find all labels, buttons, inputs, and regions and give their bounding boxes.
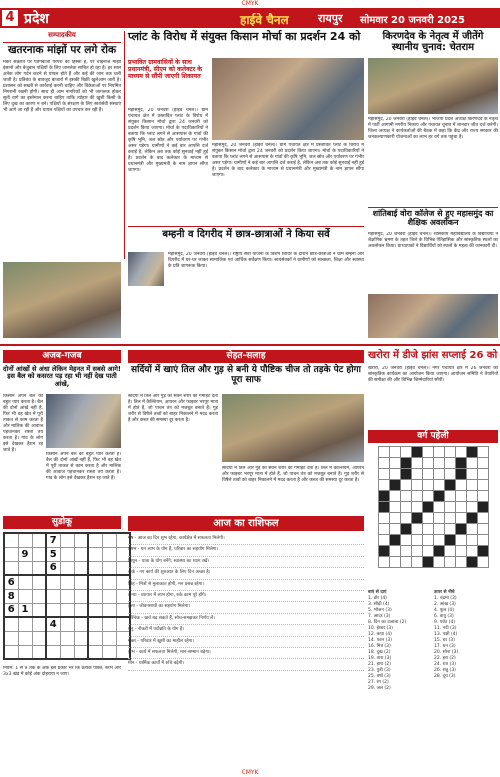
crossword-cell xyxy=(467,535,478,546)
crossword-clue: 15. घर (3) xyxy=(434,638,455,643)
sudoku-cell xyxy=(4,547,18,561)
sudoku-cell xyxy=(102,645,116,659)
sudoku-cell xyxy=(46,589,60,603)
story2-body: महासमुंद, 20 जनवरी (हाईवे चैनल)। भाजपा प्रदेश अध्यक्ष किरणदेव के नेतृत्व में पार्टी आगामी नगरीय निकाय और पंचायत चुनाव में शानदार जीत दर्ज करेगी। जिला अध्यक्ष ने कार्यकर्ताओं की बैठक में कहा कि केंद्र और राज्य सरकार की जनकल्याणकारी योजनाओं का लाभ हर वर्ग तक पहुंचा है। xyxy=(368,117,498,140)
rashifal-item: मिथुन - यात्रा के योग बनेंगे, स्वास्थ्य का ध्यान रखें। xyxy=(128,557,364,568)
sesame-sweets-photo xyxy=(222,394,364,462)
sudoku-cell: 7 xyxy=(46,533,60,547)
crossword-cell xyxy=(423,557,434,568)
crossword-cell xyxy=(478,480,489,491)
crossword-cell xyxy=(412,513,423,524)
crossword-cell xyxy=(445,557,456,568)
editorial-body: मकर संक्रांति पर पतंगबाजी परंपरा का हिस्सा है, पर चाइनीज मांझा इंसानों और बेजुबान पक्षियों के लिए जानलेवा साबित हो रहा है। हर साल अनेक लोग गर्दन कटने से घायल होते हैं और कई की जान तक चली जाती है। प्रतिबंध के बावजूद बाजारों में इसकी बिक्री खुलेआम जारी है। प्रशासन को सख्ती से कार्रवाई करनी चाहिए और विक्रेताओं पर नियमित निगरानी रखनी होगी। साथ ही आम नागरिकों को भी जागरूक होकर सूती धागे का इस्तेमाल करना चाहिए ताकि त्योहार की खुशी किसी के लिए दुख का कारण न बने। पक्षियों के संरक्षण के लिए स्वयंसेवी संस्थाएं भी आगे आ रही हैं और घायल पक्षियों का उपचार कर रही हैं। xyxy=(3,60,121,113)
oddity-body-continued: किसान अपने बैल को बहुत प्यार करता है। बैल की दोनों आंखें नहीं हैं, फिर भी वह खेत में पूरी ताकत से काम करता है और मालिक की आवाज पहचानकर रास्ता तय करता है। गांव के लोग इसे देखकर हैरान रह जाते हैं। xyxy=(46,452,121,481)
edition-date: सोमवार 20 जनवरी 2025 xyxy=(360,15,465,26)
crossword-clue: 10. ईश्वर (3) xyxy=(368,626,393,631)
crossword-cell xyxy=(390,502,401,513)
lead-subtitle: प्रभावित ग्रामवासियों के साथ प्रधानमंत्री, सीएम को कलेक्टर के माध्यम से सौंपी जाएगी शिकायत xyxy=(128,59,203,80)
sudoku-cell xyxy=(60,603,74,617)
crossword-cell xyxy=(478,557,489,568)
crossword-cell xyxy=(423,447,434,458)
sudoku-cell xyxy=(60,533,74,547)
crossword-cell xyxy=(434,480,445,491)
page-header xyxy=(0,8,500,28)
sudoku-cell xyxy=(74,547,88,561)
sudoku-cell xyxy=(32,533,46,547)
crossword-cell xyxy=(467,502,478,513)
crossword-clue: 14. पवन (3) xyxy=(368,638,392,643)
crossword-cell xyxy=(412,546,423,557)
health-title: सर्दियों में खाएं तिल और गुड़ से बनी ये पौष्टिक चीज तो तड़के पेट होगा पूरा साफ xyxy=(131,365,361,385)
crossword-cell xyxy=(390,491,401,502)
crossword-cell xyxy=(434,447,445,458)
rashifal-item: वृषभ - धन लाभ के योग हैं, परिवार का सहयोग मिलेगा। xyxy=(128,545,364,556)
sudoku-cell xyxy=(18,589,32,603)
rashifal-item: मकर - परिवार में खुशी का माहौल रहेगा। xyxy=(128,637,364,648)
sudoku-cell xyxy=(4,631,18,645)
sudoku-cell xyxy=(4,561,18,575)
crossword-clue: 24. रात (3) xyxy=(434,662,456,667)
crossword-cell xyxy=(423,469,434,480)
crossword-cell xyxy=(467,557,478,568)
crossword-cell xyxy=(456,524,467,535)
crossword-cell xyxy=(423,513,434,524)
sudoku-cell xyxy=(46,631,60,645)
crossword-cell xyxy=(401,524,412,535)
section-divider xyxy=(0,344,500,346)
crossword-cell xyxy=(445,469,456,480)
editorial-kicker: सम्पादकीय xyxy=(3,31,121,43)
crossword-cell xyxy=(478,513,489,524)
newspaper-brand: हाईवे चैनल xyxy=(240,13,289,27)
health-kicker: सेहत-सलाह xyxy=(128,350,364,363)
crossword-cell xyxy=(478,491,489,502)
lead-body: महासमुंद, 20 जनवरी (हाईवे चैनल)। ग्राम पंचायत क्षेत्र में प्रस्तावित प्लांट के विरोध में संयुक्त किसान मोर्चा द्वारा 24 जनवरी को प्रदर्शन किया जाएगा। मोर्चा के पदाधिकारियों ने बताया कि प्लांट लगने से आसपास के गांवों की कृषि भूमि, जल स्रोत और पर्यावरण पर गंभीर असर पड़ेगा। ग्रामीणों ने कई बार आपत्ति दर्ज कराई है, लेकिन अब तक कोई सुनवाई नहीं हुई है। प्रदर्शन के बाद कलेक्टर के माध्यम से प्रधानमंत्री और मुख्यमंत्री के नाम ज्ञापन सौंपा जाएगा। xyxy=(128,108,208,173)
crossword-cell xyxy=(445,535,456,546)
crossword-clue: 1. चंद्रमा (3) xyxy=(434,596,457,601)
crossword-grid xyxy=(378,446,489,568)
crossword-cell xyxy=(401,502,412,513)
meeting-photo xyxy=(368,58,498,114)
crossword-cell xyxy=(401,458,412,469)
crossword-cell xyxy=(390,469,401,480)
crossword-cell xyxy=(434,557,445,568)
sudoku-cell xyxy=(88,631,102,645)
sudoku-cell xyxy=(102,575,116,589)
sudoku-cell: 6 xyxy=(46,561,60,575)
crossword-clue: 12. कथा (4) xyxy=(368,632,392,637)
crossword-cell xyxy=(434,524,445,535)
story5-title: खरोरा में डीजे झांस सप्लाई 26 को xyxy=(368,350,498,361)
rashifal-item: कन्या - व्यापार में लाभ होगा, रुके काम पूरे होंगे। xyxy=(128,591,364,602)
protest-photo xyxy=(212,58,364,140)
crossword-cell xyxy=(412,535,423,546)
crossword-clue: 8. दिन का उजाला (2) xyxy=(368,620,407,625)
sudoku-cell xyxy=(88,561,102,575)
college-photo xyxy=(368,294,498,338)
story5-body: खरोरा, 20 जनवरी (हाईवे चैनल)। नगर पंचायत क्षेत्र में 26 जनवरी को सांस्कृतिक कार्यक्रम का आयोजन किया जाएगा। आयोजन समिति ने तैयारियों की समीक्षा की और विभिन्न जिम्मेदारियां सौंपीं। xyxy=(368,366,498,383)
crossword-clue: 25. वर्षा (3) xyxy=(368,674,391,679)
crossword-clue: 20. सोना (3) xyxy=(434,650,459,655)
crossword-cell xyxy=(401,557,412,568)
crossword-cell xyxy=(379,557,390,568)
crossword-cell xyxy=(456,502,467,513)
lead-body-continued: महासमुंद, 20 जनवरी (हाईवे चैनल)। ग्राम पंचायत क्षेत्र में प्रस्तावित प्लांट के विरोध में संयुक्त किसान मोर्चा द्वारा 24 जनवरी को प्रदर्शन किया जाएगा। मोर्चा के पदाधिकारियों ने बताया कि प्लांट लगने से आसपास के गांवों की कृषि भूमि, जल स्रोत और पर्यावरण पर गंभीर असर पड़ेगा। ग्रामीणों ने कई बार आपत्ति दर्ज कराई है, लेकिन अब तक कोई सुनवाई नहीं हुई है। प्रदर्शन के बाद कलेक्टर के माध्यम से प्रधानमंत्री और मुख्यमंत्री के नाम ज्ञापन सौंपा जाएगा। xyxy=(212,143,364,178)
sudoku-cell xyxy=(74,533,88,547)
crossword-cell xyxy=(379,535,390,546)
crossword-cell xyxy=(456,447,467,458)
rashifal-item: वृश्चिक - खर्च बढ़ सकते हैं, सोच-समझकर निर्णय लें। xyxy=(128,614,364,625)
sudoku-cell xyxy=(102,617,116,631)
sudoku-cell xyxy=(32,575,46,589)
crossword-cell xyxy=(423,524,434,535)
sudoku-cell xyxy=(88,617,102,631)
crossword-cell xyxy=(401,513,412,524)
page-number: 4 xyxy=(2,10,18,26)
crossword-cell xyxy=(423,491,434,502)
crossword-cell xyxy=(456,513,467,524)
crossword-cell xyxy=(445,480,456,491)
crossword-cell xyxy=(423,535,434,546)
sudoku-cell xyxy=(60,575,74,589)
crossword-clue: 23. पुत्री (3) xyxy=(368,668,391,673)
crossword-cell xyxy=(467,546,478,557)
sudoku-cell xyxy=(60,631,74,645)
oddity-title: दोनों आंखों से अंधा लेकिन मेहनत में सबसे आगे! इस बैल को कसरत पड़ रहा भी नहीं देख पाती आंखे, xyxy=(3,365,121,388)
crossword-cell xyxy=(467,469,478,480)
crossword-cell xyxy=(379,458,390,469)
crossword-clue: 27. रंग (2) xyxy=(368,680,389,685)
crossword-cell xyxy=(445,546,456,557)
crossword-cell xyxy=(423,480,434,491)
crossword-cell xyxy=(478,502,489,513)
crossword-clue: 2. आंख (3) xyxy=(434,602,456,607)
sudoku-cell xyxy=(4,617,18,631)
crossword-cell xyxy=(379,513,390,524)
crossword-clue: 17. धन (3) xyxy=(434,644,456,649)
crossword-clue: 19. तारा (3) xyxy=(368,656,392,661)
rashifal-item: कुंभ - कार्य में सफलता मिलेगी, मान-सम्मान बढ़ेगा। xyxy=(128,648,364,659)
sudoku-cell: 8 xyxy=(4,589,18,603)
sudoku-cell xyxy=(88,589,102,603)
crossword-cell xyxy=(467,491,478,502)
crossword-clue: 6. वायु (3) xyxy=(434,614,454,619)
crossword-cell xyxy=(445,513,456,524)
crossword-cell xyxy=(445,458,456,469)
story3-title: बम्हनी व दिगरीद में छात्र-छात्राओं ने किया सर्वे xyxy=(128,226,364,240)
crossword-clue: 18. दुख (2) xyxy=(368,650,391,655)
crossword-clue: 9. पर्वत (4) xyxy=(434,620,456,625)
story2-title: किरणदेव के नेतृत्व में जीतेंगे स्थानीय चुनाव: चेतराम xyxy=(382,31,484,53)
crossword-cell xyxy=(445,447,456,458)
crossword-cell xyxy=(423,458,434,469)
story3-body: महासमुंद, 20 जनवरी (हाईवे चैनल)। राष्ट्रीय सेवा योजना के विशेष शिविर के दौरान छात्र-छात्राओं ने ग्राम बम्हनी और दिगरीद में घर-घर जाकर सामाजिक एवं आर्थिक सर्वेक्षण किया। स्वयंसेवकों ने ग्रामीणों को स्वच्छता, शिक्षा और स्वास्थ्य के प्रति जागरूक किया। xyxy=(168,252,364,269)
crossword-clue: 28. दूध (3) xyxy=(434,674,456,679)
crossword-cell xyxy=(390,513,401,524)
sudoku-grid xyxy=(3,532,131,660)
crossword-clue: 4. फूल (4) xyxy=(434,608,455,613)
sudoku-cell xyxy=(18,617,32,631)
crossword-cell xyxy=(401,480,412,491)
rashifal-item: मीन - धार्मिक कार्यों में रुचि बढ़ेगी। xyxy=(128,659,364,670)
crossword-cell xyxy=(478,458,489,469)
sudoku-cell: 6 xyxy=(4,575,18,589)
crossword-cell xyxy=(412,491,423,502)
crossword-cell xyxy=(412,502,423,513)
crossword-cell xyxy=(412,524,423,535)
sudoku-cell: 4 xyxy=(46,617,60,631)
crossword-cell xyxy=(401,546,412,557)
sudoku-cell xyxy=(4,645,18,659)
crossword-cell xyxy=(379,524,390,535)
crossword-cell xyxy=(423,502,434,513)
crossword-cell xyxy=(445,502,456,513)
sudoku-cell xyxy=(74,631,88,645)
sudoku-cell xyxy=(88,547,102,561)
sudoku-cell xyxy=(102,547,116,561)
sudoku-cell xyxy=(46,575,60,589)
crossword-across xyxy=(368,590,432,768)
crossword-cell xyxy=(401,535,412,546)
crossword-cell xyxy=(401,491,412,502)
sudoku-cell xyxy=(32,603,46,617)
crossword-cell xyxy=(379,546,390,557)
sudoku-cell: 9 xyxy=(18,547,32,561)
crossword-cell xyxy=(390,557,401,568)
crossword-cell xyxy=(456,557,467,568)
rashifal-item: तुला - जीवनसाथी का सहयोग मिलेगा। xyxy=(128,602,364,613)
student-photo xyxy=(128,252,164,286)
crossword-cell xyxy=(467,513,478,524)
section-title: प्रदेश xyxy=(24,11,49,27)
sudoku-cell xyxy=(74,645,88,659)
crossword-clue: 26. शत्रु (3) xyxy=(434,668,456,673)
sudoku-cell xyxy=(60,547,74,561)
color-marker-bottom: CMYK xyxy=(241,769,259,776)
crossword-cell xyxy=(412,469,423,480)
crossword-clue: 7. आदर (3) xyxy=(368,614,391,619)
crossword-cell xyxy=(434,502,445,513)
crossword-cell xyxy=(478,447,489,458)
crossword-cell xyxy=(412,447,423,458)
bull-photo xyxy=(46,394,121,448)
crossword-cell xyxy=(456,491,467,502)
crossword-title: वर्ग पहेली xyxy=(368,430,498,443)
sudoku-cell xyxy=(32,631,46,645)
crossword-cell xyxy=(390,458,401,469)
crossword-cell xyxy=(434,491,445,502)
crossword-clue: 21. हाथ (2) xyxy=(368,662,391,667)
lead-title: प्लांट के विरोध में संयुक्त किसान मोर्चा का प्रदर्शन 24 को xyxy=(128,30,361,43)
oddity-body: किसान अपने बैल को बहुत प्यार करता है। बैल की दोनों आंखें नहीं हैं, फिर भी वह खेत में पूरी ताकत से काम करता है और मालिक की आवाज पहचानकर रास्ता तय करता है। गांव के लोग इसे देखकर हैरान रह जाते हैं। xyxy=(3,394,43,453)
sudoku-cell xyxy=(60,589,74,603)
crossword-cell xyxy=(390,535,401,546)
crossword-cell xyxy=(456,546,467,557)
color-marker-top: CMYK xyxy=(241,0,259,7)
crossword-cell xyxy=(379,469,390,480)
sudoku-cell xyxy=(46,645,60,659)
crossword-cell xyxy=(401,447,412,458)
health-body-continued: सर्दियों में तिल और गुड़ का सेवन शरीर को गर्माहट देता है। तिल में कैल्शियम, आयरन और फाइबर भरपूर मात्रा में होते हैं, जो पाचन तंत्र को मजबूत बनाते हैं। गुड़ शरीर से विषैले तत्वों को बाहर निकालने में मदद करता है और कब्ज की समस्या दूर करता है। xyxy=(222,466,364,483)
sudoku-cell xyxy=(74,617,88,631)
crossword-cell xyxy=(467,524,478,535)
sudoku-rules: नियम: 1 से 9 तक के अंक इस प्रकार भरें कि प्रत्येक पंक्ति, स्तंभ और 3x3 खंड में कोई अंक दोहराया न जाए। xyxy=(3,666,121,677)
story4-body: महासमुंद, 20 जनवरी (हाईवे चैनल)। शासकीय महाविद्यालय के विद्यार्थियों ने शैक्षणिक भ्रमण के तहत जिले के विभिन्न ऐतिहासिक और सांस्कृतिक स्थलों का अवलोकन किया। प्राध्यापकों ने विद्यार्थियों को स्थलों के महत्व की जानकारी दी। xyxy=(368,232,498,249)
crossword-cell xyxy=(379,447,390,458)
rashifal-list xyxy=(128,534,364,770)
crossword-cell xyxy=(412,480,423,491)
sudoku-cell xyxy=(60,617,74,631)
rashifal-item: धनु - नौकरी में पदोन्नति के योग हैं। xyxy=(128,625,364,636)
crossword-cell xyxy=(379,480,390,491)
sudoku-cell xyxy=(88,575,102,589)
sudoku-cell xyxy=(32,617,46,631)
crossword-cell xyxy=(445,491,456,502)
sudoku-cell xyxy=(32,547,46,561)
health-body: सर्दियों में तिल और गुड़ का सेवन शरीर को गर्माहट देता है। तिल में कैल्शियम, आयरन और फाइबर भरपूर मात्रा में होते हैं, जो पाचन तंत्र को मजबूत बनाते हैं। गुड़ शरीर से विषैले तत्वों को बाहर निकालने में मदद करता है और कब्ज की समस्या दूर करता है। xyxy=(128,394,218,423)
sudoku-cell xyxy=(18,631,32,645)
crossword-cell xyxy=(390,546,401,557)
crossword-clue: 11. नदी (3) xyxy=(434,626,457,631)
sudoku-cell xyxy=(102,631,116,645)
crossword-cell xyxy=(434,469,445,480)
rashifal-item: कर्क - नए कार्य की शुरुआत के लिए दिन अच्छा है। xyxy=(128,568,364,579)
rashifal-title: आज का राशिफल xyxy=(128,516,364,531)
crossword-cell xyxy=(434,535,445,546)
sudoku-cell xyxy=(32,561,46,575)
sudoku-cell xyxy=(32,645,46,659)
crossword-cell xyxy=(434,513,445,524)
crossword-cell xyxy=(456,535,467,546)
editorial-title: खतरनाक मांझों पर लगे रोक xyxy=(7,44,117,56)
crossword-cell xyxy=(456,469,467,480)
sudoku-cell xyxy=(102,589,116,603)
story4-title: शांतिबाई वोरा कॉलेज से हुए महासमुंद का शैक्षिक अवलोकन xyxy=(368,207,498,228)
sudoku-cell xyxy=(74,561,88,575)
crossword-clue: 13. पक्षी (4) xyxy=(434,632,458,637)
sudoku-cell xyxy=(60,561,74,575)
crossword-cell xyxy=(478,469,489,480)
crossword-cell xyxy=(467,480,478,491)
crossword-cell xyxy=(478,546,489,557)
crossword-clue: 29. जल (2) xyxy=(368,686,391,691)
sudoku-cell xyxy=(74,575,88,589)
sudoku-cell: 5 xyxy=(46,547,60,561)
crossword-cell xyxy=(412,458,423,469)
crossword-cell xyxy=(467,447,478,458)
sudoku-cell xyxy=(102,561,116,575)
sudoku-cell xyxy=(60,645,74,659)
sudoku-cell xyxy=(102,533,116,547)
sudoku-cell xyxy=(88,645,102,659)
oddity-kicker: अजब-गजब xyxy=(3,350,121,363)
crossword-clue: 5. भोजन (3) xyxy=(368,608,392,613)
sudoku-title: सुडोकू xyxy=(3,516,121,529)
sudoku-cell xyxy=(46,603,60,617)
rashifal-item: मेष - आज का दिन शुभ रहेगा, कार्यक्षेत्र में सफलता मिलेगी। xyxy=(128,534,364,545)
crossword-cell xyxy=(434,546,445,557)
editorial-photo xyxy=(3,262,121,338)
crossword-cell xyxy=(434,458,445,469)
sudoku-cell xyxy=(18,645,32,659)
crossword-cell xyxy=(379,502,390,513)
sudoku-cell xyxy=(4,533,18,547)
crossword-cell xyxy=(423,546,434,557)
crossword-cell xyxy=(456,480,467,491)
crossword-clue: 1. डोर (4) xyxy=(368,596,387,601)
crossword-cell xyxy=(412,557,423,568)
crossword-down xyxy=(434,590,498,768)
column-divider xyxy=(124,31,125,259)
crossword-cell xyxy=(478,535,489,546)
crossword-cell xyxy=(401,469,412,480)
sudoku-cell xyxy=(32,589,46,603)
edition-city: रायपुर xyxy=(318,12,343,25)
crossword-cell xyxy=(390,447,401,458)
crossword-cell xyxy=(467,458,478,469)
rashifal-item: सिंह - मित्रों से मुलाकात होगी, मन प्रसन्न रहेगा। xyxy=(128,580,364,591)
crossword-cell xyxy=(456,458,467,469)
down-heading: ऊपर से नीचे xyxy=(434,590,455,595)
crossword-cell xyxy=(390,480,401,491)
sudoku-cell xyxy=(18,575,32,589)
sudoku-cell xyxy=(88,533,102,547)
sudoku-cell xyxy=(88,603,102,617)
crossword-clue: 22. हरा (2) xyxy=(434,656,456,661)
sudoku-cell: 6 xyxy=(4,603,18,617)
crossword-cell xyxy=(379,491,390,502)
sudoku-cell xyxy=(102,603,116,617)
crossword-cell xyxy=(390,524,401,535)
crossword-cell xyxy=(445,524,456,535)
across-heading: बाएं से दाएं xyxy=(368,590,387,595)
crossword-clue: 16. मित्र (3) xyxy=(368,644,391,649)
crossword-cell xyxy=(478,524,489,535)
sudoku-cell xyxy=(74,589,88,603)
sudoku-cell xyxy=(74,603,88,617)
sudoku-cell: 1 xyxy=(18,603,32,617)
sudoku-cell xyxy=(18,561,32,575)
sudoku-cell xyxy=(18,533,32,547)
crossword-clue: 3. सीढ़ी (4) xyxy=(368,602,390,607)
